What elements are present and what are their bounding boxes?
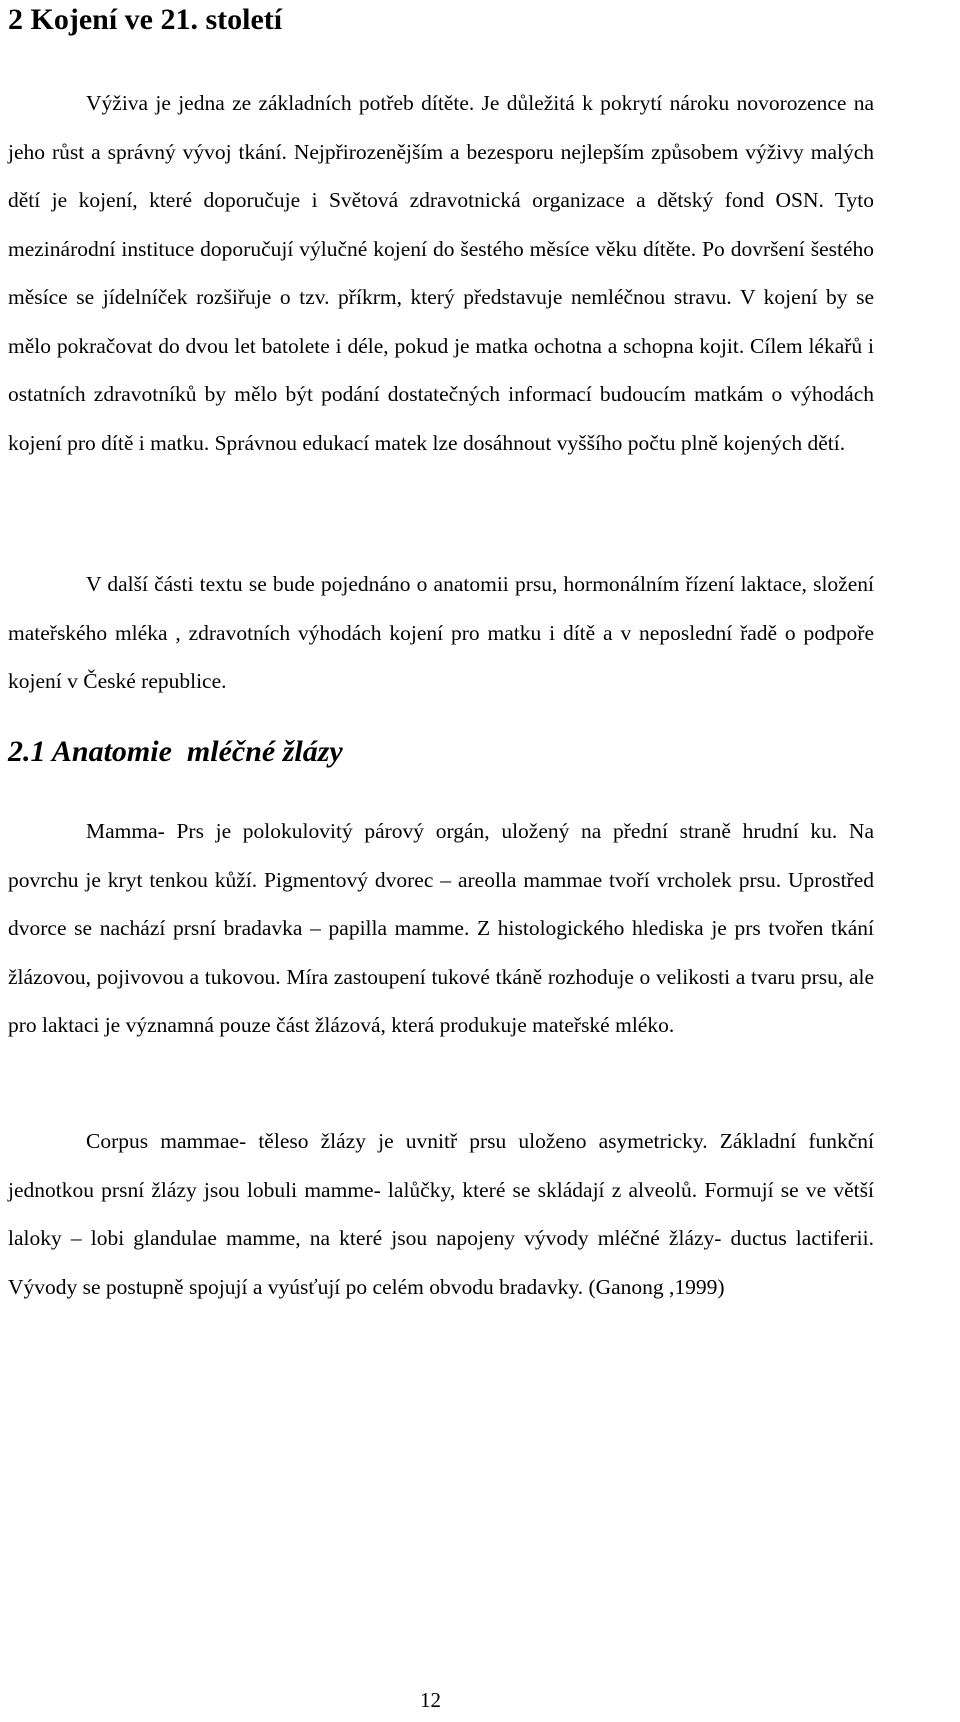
section-heading: 2 Kojení ve 21. století bbox=[8, 3, 283, 36]
subsection-heading: 2.1 Anatomie mléčné žlázy bbox=[8, 735, 343, 768]
body-paragraph-mamma: Mamma- Prs je polokulovitý párový orgán, uložený na přední straně hrudní ku. Na povrchu je kryt tenkou kůží. Pigmentový dvorec – areolla mammae tvoří vrcholek prsu. Uprostřed dvorce se nachází prsní bradavka – papilla mamme. Z histologického hlediska je prs tvořen tkání žlázovou, pojivovou a tukovou. Míra zastoupení tukové tkáně rozhoduje o velikosti a tvaru prsu, ale pro laktaci je významná pouze část žlázová, která produkuje mateřské mléko. bbox=[8, 819, 874, 1037]
body-paragraph-corpus-mammae: Corpus mammae- těleso žlázy je uvnitř prsu uloženo asymetricky. Základní funkční jednotkou prsní žlázy jsou lobuli mamme- lalůčky, které se skládají z alveolů. Formují se ve větší laloky – lobi glandulae mamme, na které jsou napojeny vývody mléčné žlázy- ductus lactiferii. Vývody se postupně spojují a vyúsťují po celém obvodu bradavky. (Ganong ,1999) bbox=[8, 1129, 874, 1299]
page-number: 12 bbox=[420, 1688, 441, 1712]
body-paragraph-nutrition: Výživa je jedna ze základních potřeb dítěte. Je důležitá k pokrytí nároku novorozence na jeho růst a správný vývoj tkání. Nejpřirozenějším a bezesporu nejlepším způsobem výživy malých dětí je kojení, které doporučuje i Světová zdravotnická organizace a dětský fond OSN. Tyto mezinárodní instituce doporučují výlučné kojení do šestého měsíce věku dítěte. Po dovršení šestého měsíce se jídelníček rozšiřuje o tzv. příkrm, který představuje nemléčnou stravu. V kojení by se mělo pokračovat do dvou let batolete i déle, pokud je matka ochotna a schopna kojit. Cílem lékařů i ostatních zdravotníků by mělo být podání dostatečných informací budoucím matkám o výhodách kojení pro dítě i matku. Správnou edukací matek lze dosáhnout vyššího počtu plně kojených dětí. bbox=[8, 91, 874, 455]
body-paragraph-overview: V další části textu se bude pojednáno o anatomii prsu, hormonálním řízení laktace, složení mateřského mléka , zdravotních výhodách kojení pro matku i dítě a v neposlední řadě o podpoře kojení v České republice. bbox=[8, 572, 874, 693]
